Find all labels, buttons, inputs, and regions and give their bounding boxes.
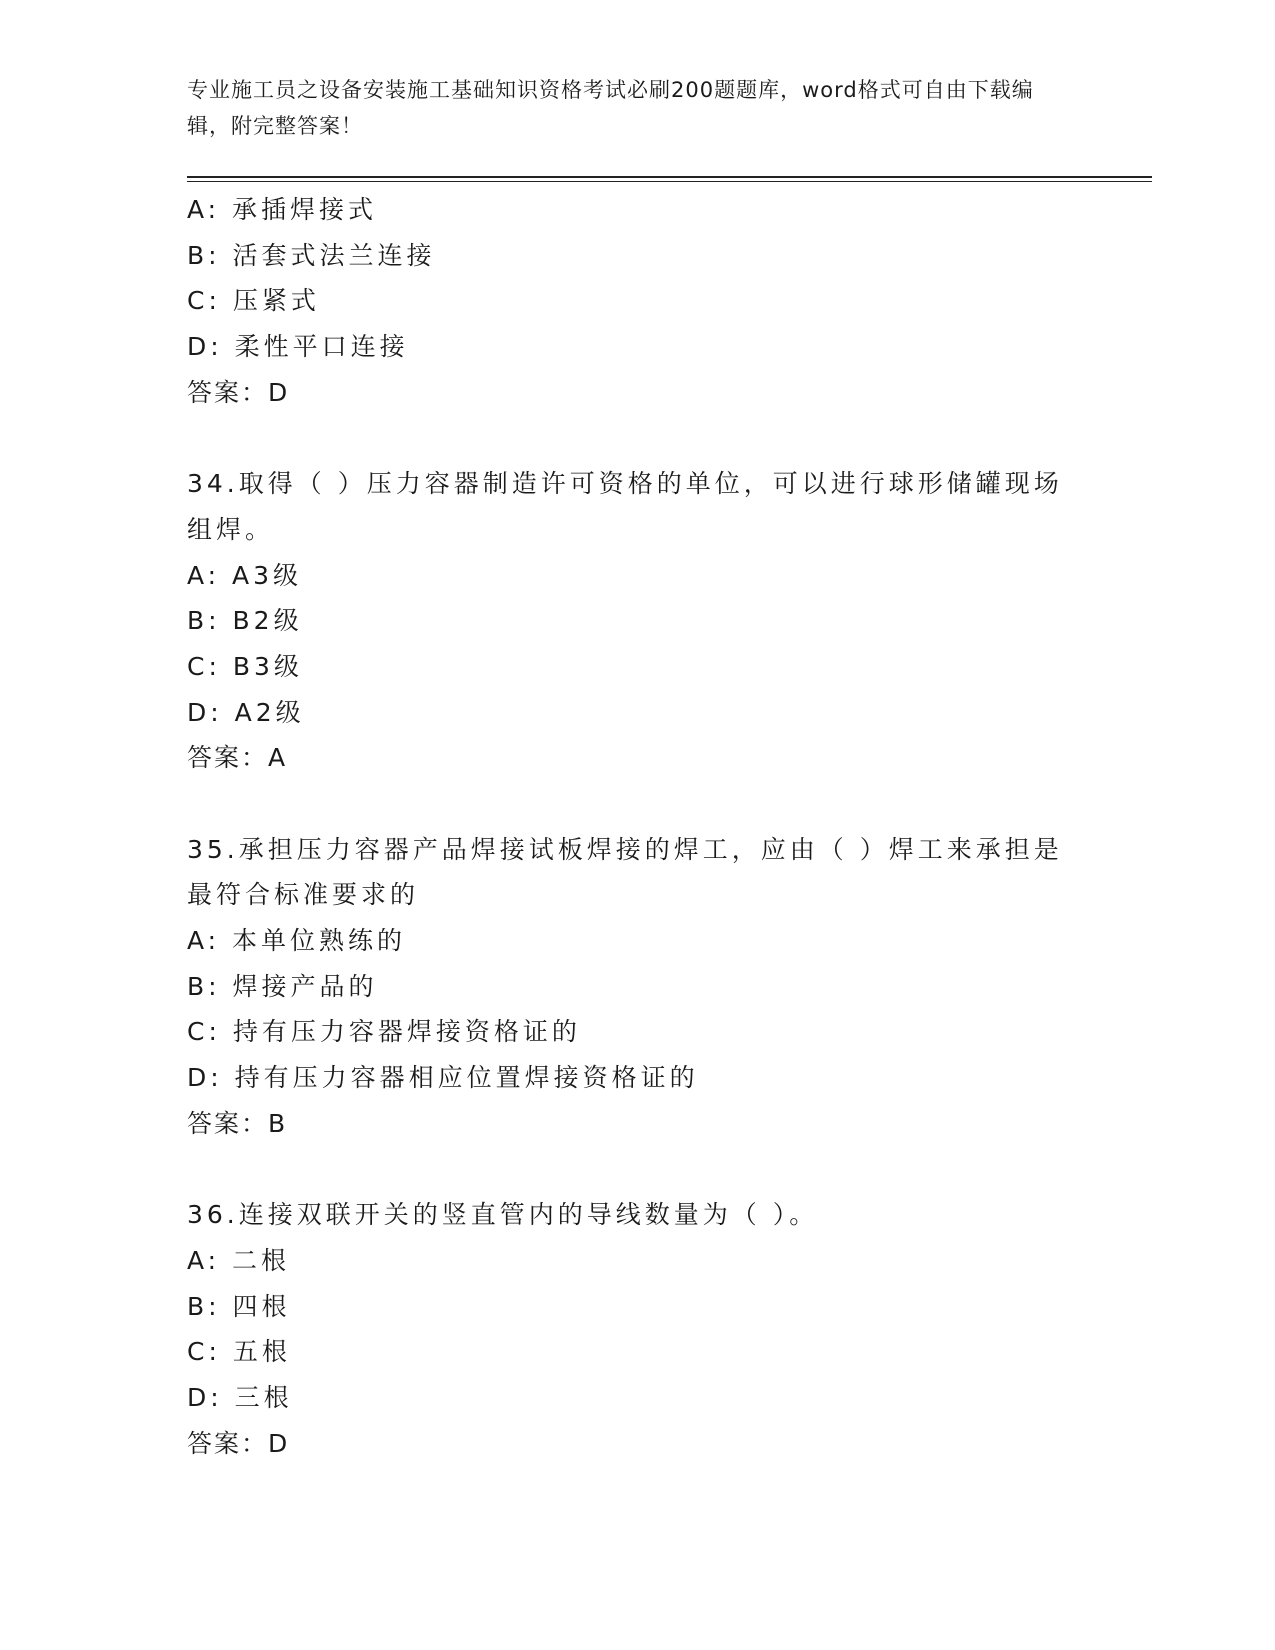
option-d <box>187 324 1087 370</box>
option-text: 本单位熟练的 <box>232 926 407 955</box>
document-header: 专业施工员之设备安装施工基础知识资格考试必刷200题题库，word格式可自由下载编辑，附完整答案！ <box>187 78 1034 138</box>
option-label: D: <box>187 1382 223 1412</box>
option-label: B: <box>187 606 221 636</box>
option-c <box>187 1329 1087 1375</box>
option-a <box>187 553 1087 599</box>
option-d <box>187 690 1087 736</box>
option-text: 承插焊接式 <box>232 195 378 224</box>
option-label: C: <box>187 1017 221 1047</box>
option-label: A: <box>187 1245 221 1275</box>
option-b <box>187 1284 1087 1330</box>
option-label: A: <box>187 560 221 590</box>
option-b <box>187 964 1087 1010</box>
question-stem-cont: 最符合标准要求的 <box>187 880 420 910</box>
question-stem: 34.取得（ ）压力容器制造许可资格的单位，可以进行球形储罐现场 <box>187 469 1063 499</box>
option-label: D: <box>187 332 223 362</box>
header-rule-thin <box>187 181 1152 182</box>
option-label: A: <box>187 926 221 955</box>
option-label: B: <box>187 1291 221 1321</box>
answer: 答案：A <box>187 743 288 773</box>
option-text: 持有压力容器焊接资格证的 <box>232 1017 581 1047</box>
answer: 答案：D <box>187 377 290 407</box>
option-c <box>187 644 1087 690</box>
option-c <box>187 1009 1087 1055</box>
answer: 答案：D <box>187 1428 290 1458</box>
option-b <box>187 233 1087 279</box>
option-a <box>187 918 1087 964</box>
option-c <box>187 278 1087 324</box>
option-label: C: <box>187 651 221 681</box>
prev-question-block <box>187 187 1087 415</box>
option-text: 二根 <box>232 1245 291 1275</box>
question-35 <box>187 827 1087 1147</box>
option-label: B: <box>187 971 221 1001</box>
option-text: 三根 <box>234 1382 293 1412</box>
option-text: 柔性平口连接 <box>234 332 409 362</box>
option-text: 五根 <box>232 1337 291 1367</box>
option-d <box>187 1055 1087 1101</box>
option-label: B: <box>187 240 221 270</box>
option-text: A2级 <box>234 697 305 727</box>
spacer <box>187 781 1087 827</box>
question-stem: 36.连接双联开关的竖直管内的导线数量为（ ）。 <box>187 1200 819 1230</box>
question-stem-cont: 组焊。 <box>187 514 275 544</box>
option-text: 活套式法兰连接 <box>232 240 436 270</box>
question-content <box>187 187 1087 1466</box>
option-label: D: <box>187 1063 223 1093</box>
option-label: A: <box>187 195 221 224</box>
option-text: B3级 <box>232 651 303 681</box>
option-text: 焊接产品的 <box>232 971 378 1001</box>
spacer <box>187 415 1087 461</box>
option-text: B2级 <box>232 606 303 636</box>
option-text: 压紧式 <box>232 286 320 316</box>
option-label: C: <box>187 1337 221 1367</box>
option-text: 持有压力容器相应位置焊接资格证的 <box>234 1063 699 1093</box>
option-text: 四根 <box>232 1291 291 1321</box>
option-d <box>187 1375 1087 1421</box>
option-a <box>187 187 1087 233</box>
option-a <box>187 1238 1087 1284</box>
header-rule-thick <box>187 176 1152 178</box>
option-label: D: <box>187 697 223 727</box>
question-stem: 35.承担压力容器产品焊接试板焊接的焊工，应由（ ）焊工来承担是 <box>187 834 1063 864</box>
question-36 <box>187 1192 1087 1466</box>
option-b <box>187 598 1087 644</box>
spacer <box>187 1146 1087 1192</box>
option-text: A3级 <box>232 560 303 590</box>
question-34 <box>187 461 1087 781</box>
answer: 答案：B <box>187 1108 288 1138</box>
option-label: C: <box>187 286 221 316</box>
